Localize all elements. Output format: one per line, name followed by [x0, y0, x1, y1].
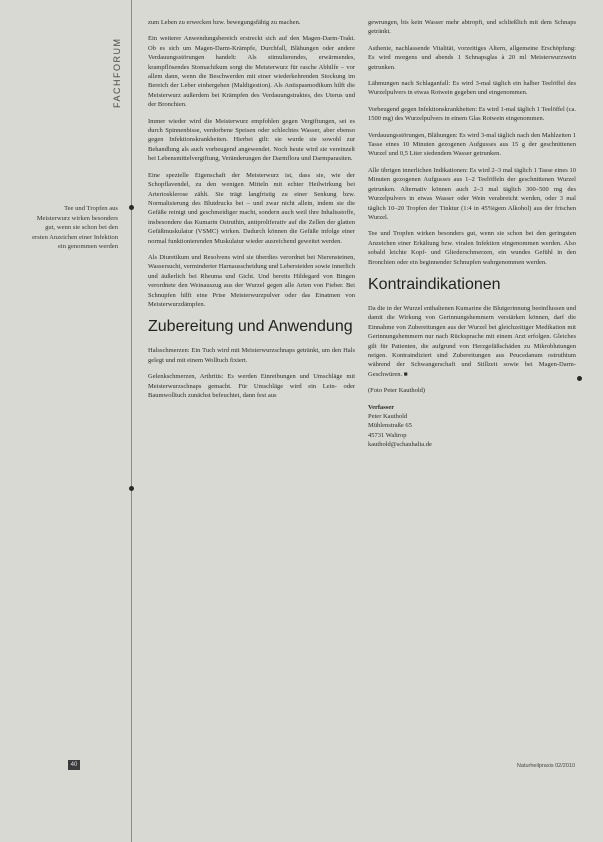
- paragraph: Lähmungen nach Schlaganfall: Es wird 3-mal täglich ein halber Teelöffel des Wurzelpulvers in etwas Rotwein gegeben und eingenommen.: [368, 80, 576, 97]
- page-number: 40: [68, 760, 80, 770]
- author-email[interactable]: kauthold@schauhalta.de: [368, 441, 432, 449]
- paragraph: zum Leben zu erwecken bzw. bewegungsfähig zu machen.: [148, 19, 301, 26]
- paragraph: Vorbeugend gegen Infektionskrankheiten: Es wird 1-mal täglich 1 Teelöffel (ca. 1500 mg) des Wurzelpulvers in einem Glas Rotwein eingenommen.: [368, 105, 576, 123]
- author-heading: Verfasser: [368, 403, 395, 411]
- pull-quote: Tee und Tropfen aus Meisterwurz wirken besonders gut, wenn sie schon bei den ersten Anzeichen einer Infektion ein genommen werden: [32, 205, 118, 251]
- author-street: Mühlenstraße 65: [368, 422, 412, 430]
- paragraph: Als Diuretikum und Resolvens wird sie überdies verordnet bei Nierensteinen, Wassersucht, verminderter Harnausscheidung und Lebersteiden sowie innerlich und äußerlich bei Rheuma und Gicht. Und bereits Hildegard von Bingen verordnete den Weinauszug aus der Wurzel gegen alle Arten von Fieber. Bei Schnupfen hilft eine Prise Meisterwurzpulver oder das Einatmen von Meisterwurzdämpfen.: [148, 253, 355, 308]
- section-heading: Kontraindikationen: [368, 275, 501, 293]
- author-name: Peter Kauthold: [368, 413, 408, 420]
- paragraph: gewrungen, bis kein Wasser mehr abtropft, und schließlich mit dem Schnaps getränkt.: [368, 19, 576, 36]
- section-label: FACHFORUM: [112, 37, 122, 108]
- photo-credit: (Foto Peter Kauthold): [368, 387, 426, 395]
- paragraph: Ein weiterer Anwendungsbereich erstreckt sich auf den Magen-Darm-Trakt. Ob es sich um Magen-Darm-Krämpfe, Durchfall, Blähungen oder andere Verdauungsstörungen handelt: Als stimulierendes, erwärmendes, krampflösendes Stomachikum sorgt die Meisterwurz für rasche Abhilfe – vor allem dann, wenn die Beschwerden mit einer wiederkehrenden Stockung im Bereich der Leber einhergehen (Maldigestion). Als Antispasmodikum hilft die Meisterwurz außerdem bei Krämpfen des Verdauungstraktes, des Uterus und der Bronchien.: [148, 35, 355, 109]
- paragraph: Alle übrigen innerlichen Indikationen: Es wird 2–3 mal täglich 1 Tasse eines 10 Minuten gezogenen Aufgusses aus 1–2 Teelöffeln der geschnittenen Wurzel getrunken. Alternativ können auch 2–3 mal täglich 300–500 mg des Wurzelpulvers in etwas Wasser oder Wein verabreicht werden, oder 3 mal täglich 10–20 Tropfen der Tinktur (1:4 in 45%igem Alkohol) aus der frischen Wurzel.: [368, 166, 576, 221]
- journal-footer: Naturheilpraxis 02/2010: [516, 763, 575, 769]
- end-mark: ■: [403, 370, 408, 378]
- bullet-dot: [577, 376, 582, 381]
- paragraph: Immer wieder wird die Meisterwurz empfohlen gegen Vergiftungen, sei es durch Spinnenbisse, verdorbene Speisen oder schlechtes Wasser, aber ebenso gegen Infektionskrankheiten. Hierbei gilt: sie wurde sie sowohl zur Behandlung als auch vorbeugend angewendet. Noch heute wird sie vereinzelt bei Lebensmittelvergiftung, Veränderungen der Darmflora und Darmparasiten.: [148, 117, 355, 163]
- paragraph: Asthenie, nachlassende Vitalität, vorzeitiges Altern, allgemeine Erschöpfung: Es wird morgens und abends 1 Schnapsglas à 20 ml Meisterwurzwein getrunken.: [368, 44, 576, 71]
- paragraph: Tee und Tropfen wirken besonders gut, wenn sie schon bei den geringsten Anzeichen einer Erkältung bzw. viralen Infektion eingenommen werden. Also sobald leichte Kopf- und Gliederschmerzen, ein wundes Gefühl in den Bronchien oder ein beginnender Schnupfen wahrgenommen werden.: [368, 230, 576, 266]
- column-rule: [131, 0, 132, 842]
- bullet-dot: [129, 205, 134, 210]
- text-column-left: [148, 18, 355, 407]
- paragraph: Eine spezielle Eigenschaft der Meisterwurz ist, dass sie, wie der Schopflavendel, zu den wenigen Mitteln mit echter Heilwirkung bei Arteriosklerose zählt. Sie trägt langfristig zu einer Senkung bzw. Normalisierung des Blutdrucks bei – und zwar nicht allein, indem sie die Gefäße reinigt und geschmeidiger macht, sondern auch weil ihre Inhaltsstoffe, insbesondere das Kumarin Ostruthin, antiproliferativ auf die Zellen der glatten Gefäßmuskulatur (VSMC) wirken. Dadurch können die Gefäße infolge einer normal funktionierenden Muskulatur wieder ausreichend geweitet werden.: [148, 171, 355, 245]
- author-city: 45731 Waltrop: [368, 431, 407, 439]
- paragraph: Gelenkschmerzen, Arthritis: Es werden Einreibungen und Umschläge mit Meisterwurzschnaps gemacht. Für Umschläge wird ein Lein- oder Baumwolltuch zunächst befeuchtet, dann fest aus: [148, 373, 355, 399]
- paragraph: [368, 304, 576, 379]
- paragraph-text: Da die in der Wurzel enthaltenen Kumarine die Blutgerinnung beeinflussen und damit die Wirkung von Gerinnungshemmern verstärken können, darf die Einnahme von Zubereitungen aus der Wurzel bei gleichzeitiger Medikation mit Gerinnungshemmern nur nach Rücksprache mit einem Arzt erfolgen. Gleiches gilt für Patienten, die aufgrund von Herzgefäßschäden zu Mikroblutungen neigen. Kontraindiziert sind Zubereitungen aus Peucedanum ostruthium während der Schwangerschaft und Stillzeit sowie bei Magen-Darm-Geschwüren.: [368, 304, 576, 378]
- paragraph: Verdauungsstörungen, Blähungen: Es wird 3-mal täglich nach den Mahlzeiten 1 Tasse eines 10 Minuten gezogenen Aufgusses aus 15 g der geschnittenen Wurzel und 0,5 Liter siedendem Wasser getrunken.: [368, 131, 576, 158]
- bullet-dot: [129, 486, 134, 491]
- paragraph: Halsschmerzen: Ein Tuch wird mit Meisterwurzschnaps getränkt, um den Hals gelegt und mit einem Wolltuch fixiert.: [148, 347, 355, 364]
- text-column-right: [368, 18, 576, 450]
- section-heading: Zubereitung und Anwendung: [148, 318, 353, 336]
- author-block: [368, 403, 576, 450]
